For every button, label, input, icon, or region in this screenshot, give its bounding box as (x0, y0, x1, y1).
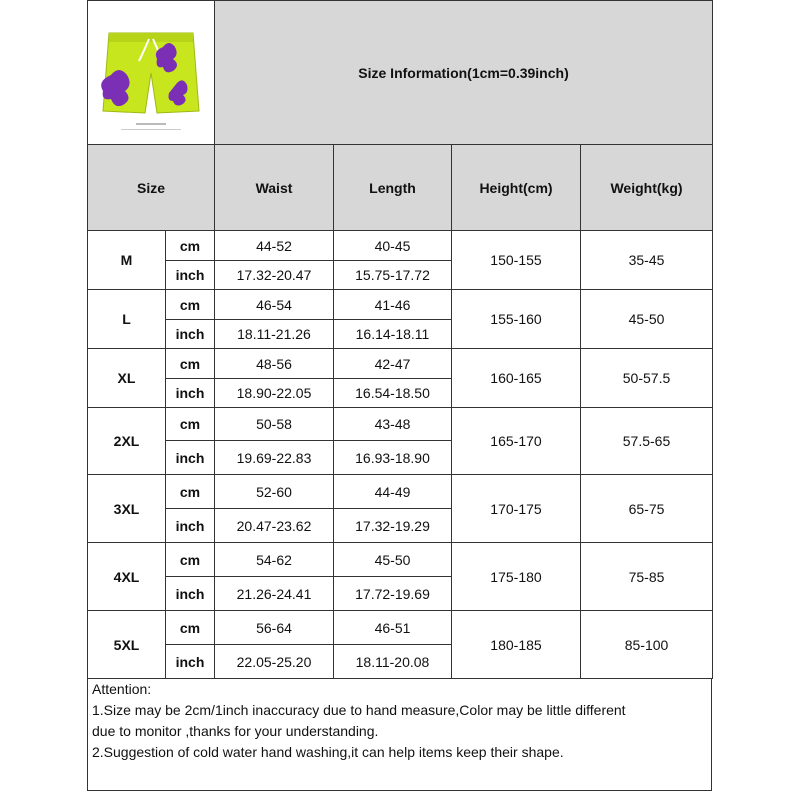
unit-cm: cm (166, 408, 215, 441)
column-header-height: Height(cm) (452, 145, 581, 231)
length-inch: 16.14-18.11 (334, 320, 452, 349)
length-inch: 16.54-18.50 (334, 379, 452, 408)
unit-inch: inch (166, 320, 215, 349)
page-title: Size Information(1cm=0.39inch) (215, 1, 713, 145)
length-inch: 16.93-18.90 (334, 441, 452, 475)
unit-cm: cm (166, 611, 215, 645)
height-value: 155-160 (452, 290, 581, 349)
waist-cm: 50-58 (215, 408, 334, 441)
waist-cm: 54-62 (215, 543, 334, 577)
unit-inch: inch (166, 645, 215, 679)
weight-value: 75-85 (581, 543, 713, 611)
weight-value: 65-75 (581, 475, 713, 543)
notes-line-1: 1.Size may be 2cm/1inch inaccuracy due to hand measure,Color may be little different (92, 702, 626, 718)
header-row (88, 1, 713, 145)
length-inch: 17.32-19.29 (334, 509, 452, 543)
length-cm: 44-49 (334, 475, 452, 509)
height-value: 180-185 (452, 611, 581, 679)
column-header-size: Size (88, 145, 215, 231)
weight-value: 35-45 (581, 231, 713, 290)
shorts-image (91, 3, 211, 143)
column-header-row (88, 145, 713, 231)
waist-inch: 17.32-20.47 (215, 261, 334, 290)
size-table (87, 0, 713, 679)
length-cm: 46-51 (334, 611, 452, 645)
length-cm: 43-48 (334, 408, 452, 441)
waist-cm: 52-60 (215, 475, 334, 509)
weight-value: 50-57.5 (581, 349, 713, 408)
column-header-waist: Waist (215, 145, 334, 231)
waist-cm: 46-54 (215, 290, 334, 320)
waist-cm: 44-52 (215, 231, 334, 261)
waist-inch: 18.90-22.05 (215, 379, 334, 408)
waist-inch: 20.47-23.62 (215, 509, 334, 543)
column-header-weight: Weight(kg) (581, 145, 713, 231)
length-inch: 18.11-20.08 (334, 645, 452, 679)
length-cm: 45-50 (334, 543, 452, 577)
table-row (88, 349, 713, 379)
unit-cm: cm (166, 349, 215, 379)
length-cm: 40-45 (334, 231, 452, 261)
waist-cm: 56-64 (215, 611, 334, 645)
length-cm: 42-47 (334, 349, 452, 379)
waist-inch: 21.26-24.41 (215, 577, 334, 611)
height-value: 150-155 (452, 231, 581, 290)
attention-notes (87, 679, 712, 791)
notes-line-3: 2.Suggestion of cold water hand washing,it can help items keep their shape. (92, 744, 564, 760)
size-label: XL (88, 349, 166, 408)
waist-inch: 18.11-21.26 (215, 320, 334, 349)
height-value: 165-170 (452, 408, 581, 475)
height-value: 170-175 (452, 475, 581, 543)
size-label: 3XL (88, 475, 166, 543)
notes-line-2: due to monitor ,thanks for your understanding. (92, 723, 379, 739)
notes-heading: Attention: (92, 681, 152, 697)
waist-inch: 19.69-22.83 (215, 441, 334, 475)
unit-inch: inch (166, 441, 215, 475)
unit-cm: cm (166, 543, 215, 577)
height-value: 175-180 (452, 543, 581, 611)
table-row (88, 475, 713, 509)
weight-value: 57.5-65 (581, 408, 713, 475)
product-image-cell (88, 1, 215, 145)
size-chart (87, 0, 712, 800)
size-label: 4XL (88, 543, 166, 611)
unit-inch: inch (166, 261, 215, 290)
weight-value: 85-100 (581, 611, 713, 679)
size-label: 2XL (88, 408, 166, 475)
table-row (88, 231, 713, 261)
unit-inch: inch (166, 577, 215, 611)
unit-cm: cm (166, 290, 215, 320)
length-inch: 17.72-19.69 (334, 577, 452, 611)
unit-cm: cm (166, 231, 215, 261)
table-row (88, 408, 713, 441)
unit-inch: inch (166, 509, 215, 543)
height-value: 160-165 (452, 349, 581, 408)
table-row (88, 290, 713, 320)
unit-cm: cm (166, 475, 215, 509)
waist-cm: 48-56 (215, 349, 334, 379)
size-label: 5XL (88, 611, 166, 679)
column-header-length: Length (334, 145, 452, 231)
size-label: M (88, 231, 166, 290)
waist-inch: 22.05-25.20 (215, 645, 334, 679)
length-inch: 15.75-17.72 (334, 261, 452, 290)
unit-inch: inch (166, 379, 215, 408)
length-cm: 41-46 (334, 290, 452, 320)
weight-value: 45-50 (581, 290, 713, 349)
size-label: L (88, 290, 166, 349)
table-row (88, 543, 713, 577)
table-row (88, 611, 713, 645)
